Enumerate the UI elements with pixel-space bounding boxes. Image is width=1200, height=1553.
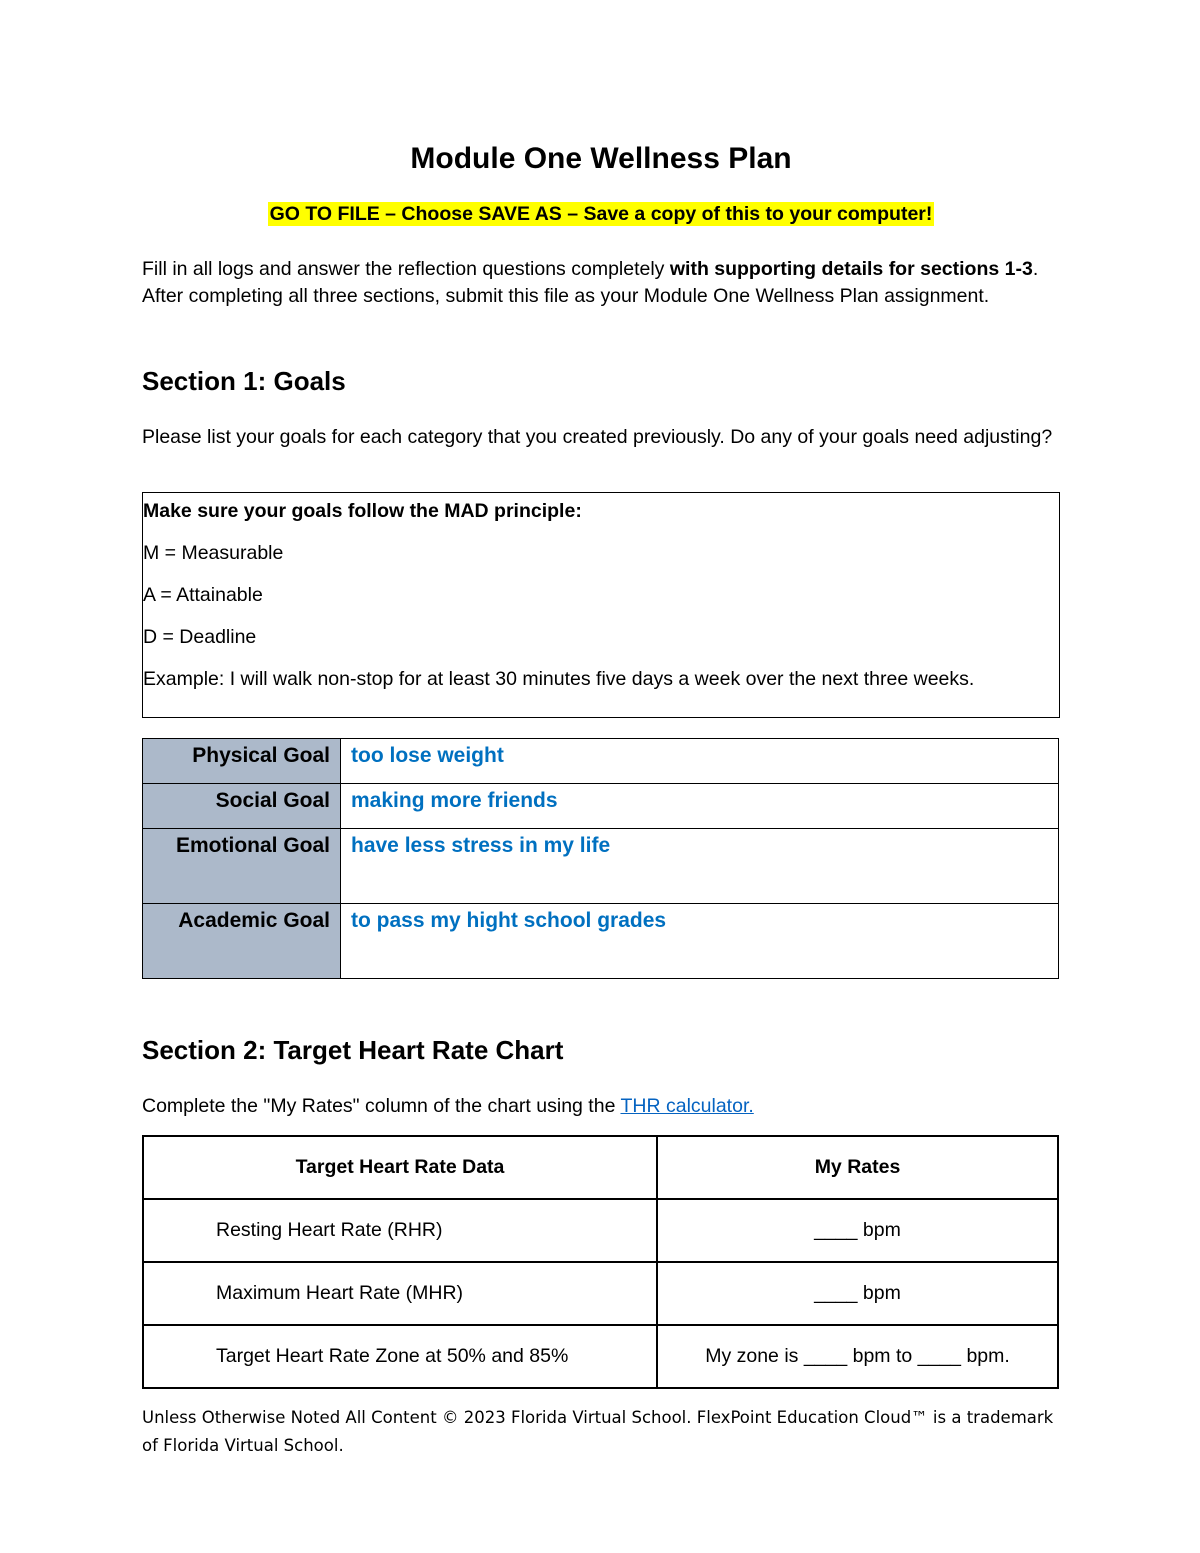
section2-heading: Section 2: Target Heart Rate Chart <box>142 1035 564 1065</box>
intro-text-2: . After completing all three sections, submit this file as your Module One Wellness Plan assignment. <box>142 258 1039 307</box>
heart-rate-row <box>143 1262 1058 1325</box>
goal-row-academic <box>143 904 1059 979</box>
goal-row-social <box>143 784 1059 829</box>
intro-paragraph <box>142 256 1060 310</box>
row-label-mhr: Maximum Heart Rate (MHR) <box>143 1262 657 1325</box>
mad-principle-box <box>142 492 1060 718</box>
save-notice: GO TO FILE – Choose SAVE AS – Save a copy of this to your computer! <box>269 203 933 225</box>
goal-value-emotional[interactable]: have less stress in my life <box>341 829 1059 904</box>
rate-field-mhr[interactable]: ____ bpm <box>657 1262 1058 1325</box>
column-header-rates: My Rates <box>657 1136 1058 1199</box>
rate-field-thr-zone[interactable]: My zone is ____ bpm to ____ bpm. <box>657 1325 1058 1388</box>
heart-rate-row <box>143 1199 1058 1262</box>
save-notice-line <box>142 203 1060 226</box>
heart-rate-header-row <box>143 1136 1058 1199</box>
goal-label-academic: Academic Goal <box>143 904 341 979</box>
thr-calculator-link[interactable]: THR calculator. <box>620 1095 754 1117</box>
goal-row-emotional <box>143 829 1059 904</box>
section1-prompt: Please list your goals for each category that you created previously. Do any of your goals need adjusting? <box>142 426 1053 448</box>
heart-rate-table <box>142 1135 1059 1389</box>
section2-prompt-text: Complete the "My Rates" column of the chart using the <box>142 1095 621 1117</box>
section1-heading: Section 1: Goals <box>142 366 346 396</box>
row-label-thr-zone: Target Heart Rate Zone at 50% and 85% <box>143 1325 657 1388</box>
mad-heading: Make sure your goals follow the MAD principle: <box>143 500 582 522</box>
goal-label-physical: Physical Goal <box>143 739 341 784</box>
mad-measurable: M = Measurable <box>143 542 284 564</box>
rate-field-rhr[interactable]: ____ bpm <box>657 1199 1058 1262</box>
goal-value-social[interactable]: making more friends <box>341 784 1059 829</box>
goals-table <box>142 738 1059 979</box>
goal-label-emotional: Emotional Goal <box>143 829 341 904</box>
intro-text-1: Fill in all logs and answer the reflection questions completely <box>142 258 670 280</box>
goal-label-social: Social Goal <box>143 784 341 829</box>
mad-deadline: D = Deadline <box>143 626 257 648</box>
copyright-footer: Unless Otherwise Noted All Content © 2023 Florida Virtual School. FlexPoint Education Cloud™ is a trademark of Florida Virtual School. <box>142 1408 1054 1455</box>
goal-row-physical <box>143 739 1059 784</box>
intro-bold-text: with supporting details for sections 1-3 <box>669 258 1033 280</box>
mad-example: Example: I will walk non-stop for at least 30 minutes five days a week over the next three weeks. <box>143 668 975 690</box>
column-header-data: Target Heart Rate Data <box>143 1136 657 1199</box>
row-label-rhr: Resting Heart Rate (RHR) <box>143 1199 657 1262</box>
goal-value-academic[interactable]: to pass my hight school grades <box>341 904 1059 979</box>
page-title: Module One Wellness Plan <box>410 142 792 175</box>
mad-attainable: A = Attainable <box>143 584 263 606</box>
heart-rate-row <box>143 1325 1058 1388</box>
section2-prompt <box>142 1094 1060 1119</box>
goal-value-physical[interactable]: too lose weight <box>341 739 1059 784</box>
